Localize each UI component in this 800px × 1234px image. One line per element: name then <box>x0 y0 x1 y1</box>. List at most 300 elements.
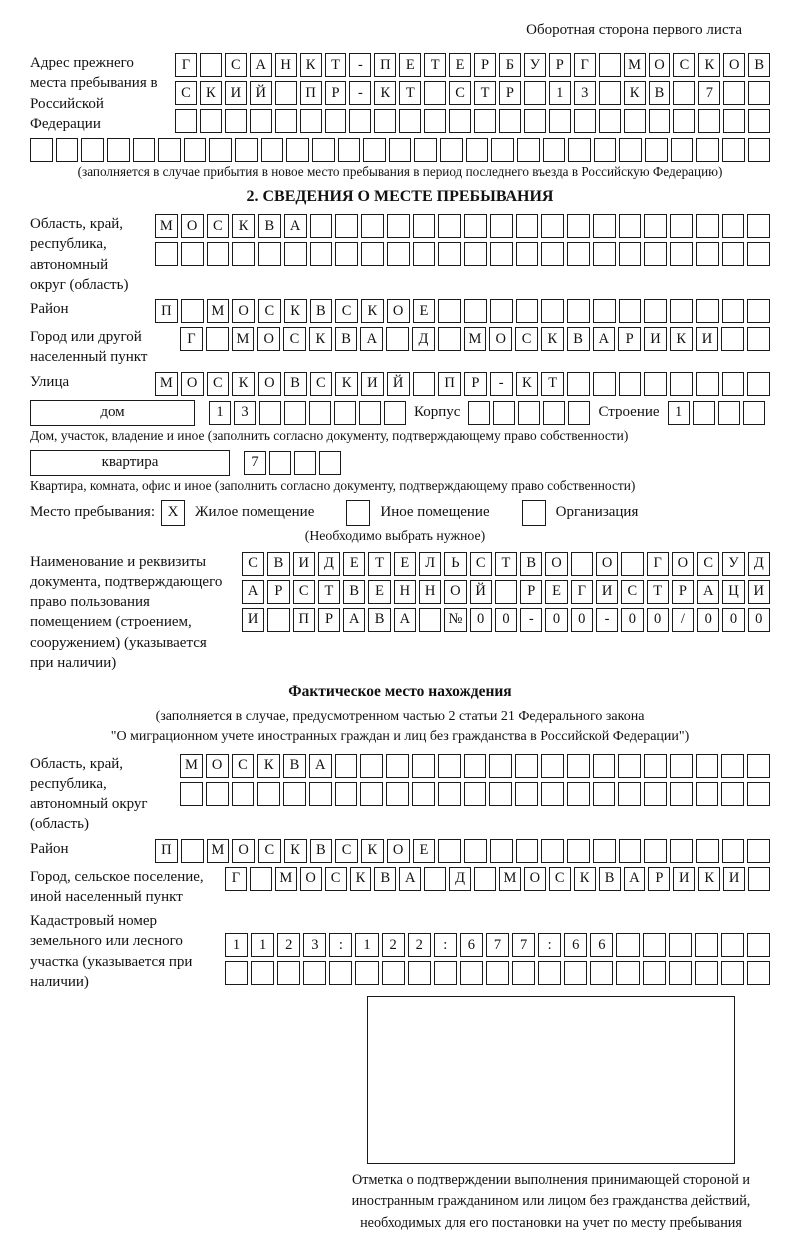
char-cell[interactable]: А <box>242 580 264 604</box>
char-cell[interactable]: С <box>283 327 306 351</box>
char-cell[interactable]: В <box>310 299 333 323</box>
char-cell[interactable] <box>567 242 590 266</box>
char-cell[interactable] <box>319 451 341 475</box>
char-cell[interactable] <box>593 839 616 863</box>
char-cell[interactable]: 0 <box>621 608 643 632</box>
char-cell[interactable] <box>310 214 333 238</box>
char-cell[interactable] <box>466 138 489 162</box>
char-cell[interactable] <box>329 961 352 985</box>
char-cell[interactable]: К <box>698 53 720 77</box>
char-cell[interactable] <box>56 138 79 162</box>
char-cell[interactable]: М <box>275 867 297 891</box>
char-cell[interactable] <box>464 242 487 266</box>
char-cell[interactable] <box>225 961 248 985</box>
char-cell[interactable] <box>644 754 667 778</box>
char-cell[interactable] <box>568 401 590 425</box>
char-cell[interactable] <box>438 242 461 266</box>
prev-address-row-3[interactable] <box>175 109 770 133</box>
char-cell[interactable]: К <box>257 754 280 778</box>
char-cell[interactable]: 3 <box>234 401 256 425</box>
char-cell[interactable]: И <box>293 552 315 576</box>
char-cell[interactable]: К <box>516 372 539 396</box>
char-cell[interactable] <box>670 782 693 806</box>
char-cell[interactable] <box>721 961 744 985</box>
char-cell[interactable]: С <box>697 552 719 576</box>
street-row[interactable] <box>155 372 770 396</box>
char-cell[interactable] <box>359 401 381 425</box>
char-cell[interactable]: С <box>470 552 492 576</box>
char-cell[interactable] <box>206 782 229 806</box>
char-cell[interactable]: К <box>335 372 358 396</box>
char-cell[interactable] <box>303 961 326 985</box>
char-cell[interactable]: Е <box>545 580 567 604</box>
char-cell[interactable] <box>338 138 361 162</box>
char-cell[interactable] <box>722 372 745 396</box>
char-cell[interactable]: Н <box>419 580 441 604</box>
char-cell[interactable] <box>670 214 693 238</box>
char-cell[interactable] <box>564 961 587 985</box>
char-cell[interactable]: И <box>242 608 264 632</box>
char-cell[interactable]: - <box>596 608 618 632</box>
char-cell[interactable]: 0 <box>722 608 744 632</box>
char-cell[interactable]: К <box>624 81 646 105</box>
char-cell[interactable]: 0 <box>470 608 492 632</box>
char-cell[interactable]: О <box>489 327 512 351</box>
char-cell[interactable]: 0 <box>647 608 669 632</box>
char-cell[interactable] <box>722 839 745 863</box>
cadastre-row-1[interactable] <box>225 933 770 957</box>
char-cell[interactable]: Т <box>368 552 390 576</box>
char-cell[interactable] <box>209 138 232 162</box>
char-cell[interactable]: А <box>593 327 616 351</box>
char-cell[interactable] <box>284 242 307 266</box>
char-cell[interactable]: Т <box>474 81 496 105</box>
char-cell[interactable] <box>718 401 740 425</box>
char-cell[interactable]: М <box>155 372 178 396</box>
char-cell[interactable] <box>235 138 258 162</box>
char-cell[interactable]: И <box>723 867 745 891</box>
char-cell[interactable] <box>360 754 383 778</box>
char-cell[interactable] <box>438 299 461 323</box>
char-cell[interactable]: К <box>574 867 596 891</box>
char-cell[interactable] <box>424 81 446 105</box>
char-cell[interactable] <box>181 242 204 266</box>
char-cell[interactable] <box>334 401 356 425</box>
char-cell[interactable]: А <box>697 580 719 604</box>
char-cell[interactable]: 7 <box>512 933 535 957</box>
char-cell[interactable]: Й <box>387 372 410 396</box>
char-cell[interactable] <box>309 782 332 806</box>
region-row-1[interactable] <box>155 214 770 238</box>
char-cell[interactable] <box>696 214 719 238</box>
char-cell[interactable]: Т <box>424 53 446 77</box>
char-cell[interactable]: О <box>258 372 281 396</box>
char-cell[interactable]: 1 <box>251 933 274 957</box>
char-cell[interactable] <box>670 839 693 863</box>
char-cell[interactable] <box>335 214 358 238</box>
char-cell[interactable] <box>643 961 666 985</box>
char-cell[interactable]: О <box>257 327 280 351</box>
char-cell[interactable] <box>693 401 715 425</box>
char-cell[interactable]: В <box>310 839 333 863</box>
char-cell[interactable]: С <box>621 580 643 604</box>
char-cell[interactable]: О <box>206 754 229 778</box>
char-cell[interactable] <box>181 839 204 863</box>
char-cell[interactable] <box>309 401 331 425</box>
char-cell[interactable] <box>387 214 410 238</box>
char-cell[interactable] <box>386 754 409 778</box>
char-cell[interactable]: 1 <box>668 401 690 425</box>
char-cell[interactable] <box>413 214 436 238</box>
char-cell[interactable]: О <box>444 580 466 604</box>
char-cell[interactable] <box>206 327 229 351</box>
char-cell[interactable]: 7 <box>698 81 720 105</box>
prev-address-row-1[interactable] <box>175 53 770 77</box>
char-cell[interactable]: - <box>490 372 513 396</box>
char-cell[interactable] <box>747 961 770 985</box>
char-cell[interactable] <box>516 299 539 323</box>
char-cell[interactable] <box>543 401 565 425</box>
char-cell[interactable] <box>384 401 406 425</box>
char-cell[interactable] <box>232 782 255 806</box>
char-cell[interactable] <box>541 242 564 266</box>
char-cell[interactable] <box>512 961 535 985</box>
char-cell[interactable]: В <box>567 327 590 351</box>
char-cell[interactable] <box>723 81 745 105</box>
char-cell[interactable] <box>438 839 461 863</box>
char-cell[interactable] <box>387 242 410 266</box>
char-cell[interactable]: С <box>175 81 197 105</box>
char-cell[interactable] <box>489 782 512 806</box>
char-cell[interactable]: С <box>673 53 695 77</box>
char-cell[interactable]: И <box>748 580 770 604</box>
char-cell[interactable]: Р <box>672 580 694 604</box>
char-cell[interactable] <box>267 608 289 632</box>
char-cell[interactable] <box>722 299 745 323</box>
char-cell[interactable] <box>643 933 666 957</box>
char-cell[interactable] <box>696 839 719 863</box>
char-cell[interactable]: 3 <box>303 933 326 957</box>
document-row-3[interactable] <box>242 608 770 632</box>
char-cell[interactable]: Е <box>368 580 390 604</box>
char-cell[interactable]: Т <box>399 81 421 105</box>
char-cell[interactable]: В <box>284 372 307 396</box>
char-cell[interactable]: Д <box>412 327 435 351</box>
checkbox-organization[interactable] <box>522 500 546 526</box>
char-cell[interactable]: О <box>232 299 255 323</box>
char-cell[interactable]: К <box>698 867 720 891</box>
char-cell[interactable] <box>181 299 204 323</box>
char-cell[interactable] <box>490 299 513 323</box>
char-cell[interactable] <box>747 299 770 323</box>
char-cell[interactable] <box>541 754 564 778</box>
char-cell[interactable]: Г <box>647 552 669 576</box>
char-cell[interactable]: К <box>200 81 222 105</box>
char-cell[interactable] <box>723 109 745 133</box>
char-cell[interactable]: 0 <box>495 608 517 632</box>
char-cell[interactable]: И <box>596 580 618 604</box>
char-cell[interactable]: 0 <box>697 608 719 632</box>
char-cell[interactable] <box>464 214 487 238</box>
char-cell[interactable] <box>696 372 719 396</box>
char-cell[interactable]: Р <box>618 327 641 351</box>
char-cell[interactable]: № <box>444 608 466 632</box>
char-cell[interactable] <box>515 754 538 778</box>
char-cell[interactable]: А <box>343 608 365 632</box>
char-cell[interactable]: А <box>624 867 646 891</box>
char-cell[interactable]: И <box>696 327 719 351</box>
char-cell[interactable]: О <box>672 552 694 576</box>
char-cell[interactable] <box>549 109 571 133</box>
char-cell[interactable] <box>232 242 255 266</box>
char-cell[interactable]: Т <box>318 580 340 604</box>
char-cell[interactable] <box>619 372 642 396</box>
char-cell[interactable] <box>673 81 695 105</box>
char-cell[interactable] <box>251 961 274 985</box>
char-cell[interactable] <box>670 299 693 323</box>
char-cell[interactable]: К <box>284 299 307 323</box>
char-cell[interactable]: О <box>649 53 671 77</box>
char-cell[interactable] <box>567 214 590 238</box>
char-cell[interactable] <box>747 754 770 778</box>
char-cell[interactable] <box>419 608 441 632</box>
char-cell[interactable]: И <box>644 327 667 351</box>
char-cell[interactable] <box>696 754 719 778</box>
char-cell[interactable] <box>644 242 667 266</box>
char-cell[interactable] <box>619 138 642 162</box>
char-cell[interactable] <box>593 782 616 806</box>
char-cell[interactable] <box>464 782 487 806</box>
char-cell[interactable] <box>312 138 335 162</box>
char-cell[interactable] <box>624 109 646 133</box>
char-cell[interactable] <box>670 754 693 778</box>
char-cell[interactable] <box>567 754 590 778</box>
char-cell[interactable]: В <box>368 608 390 632</box>
char-cell[interactable] <box>464 839 487 863</box>
char-cell[interactable]: В <box>748 53 770 77</box>
checkbox-other-premises[interactable] <box>346 500 370 526</box>
char-cell[interactable] <box>696 138 719 162</box>
char-cell[interactable] <box>389 138 412 162</box>
char-cell[interactable] <box>468 401 490 425</box>
char-cell[interactable] <box>748 867 770 891</box>
char-cell[interactable] <box>619 839 642 863</box>
char-cell[interactable]: Т <box>541 372 564 396</box>
char-cell[interactable] <box>335 782 358 806</box>
char-cell[interactable]: Т <box>495 552 517 576</box>
char-cell[interactable]: С <box>258 299 281 323</box>
char-cell[interactable]: У <box>524 53 546 77</box>
char-cell[interactable] <box>413 242 436 266</box>
char-cell[interactable]: В <box>649 81 671 105</box>
char-cell[interactable] <box>616 961 639 985</box>
char-cell[interactable]: К <box>300 53 322 77</box>
char-cell[interactable]: К <box>670 327 693 351</box>
char-cell[interactable]: 2 <box>408 933 431 957</box>
char-cell[interactable]: С <box>335 299 358 323</box>
char-cell[interactable]: К <box>350 867 372 891</box>
char-cell[interactable]: : <box>434 933 457 957</box>
char-cell[interactable]: К <box>309 327 332 351</box>
char-cell[interactable] <box>696 299 719 323</box>
char-cell[interactable] <box>225 109 247 133</box>
char-cell[interactable] <box>590 961 613 985</box>
char-cell[interactable]: П <box>438 372 461 396</box>
fact-city-row[interactable] <box>225 867 770 891</box>
char-cell[interactable] <box>414 138 437 162</box>
char-cell[interactable]: В <box>283 754 306 778</box>
char-cell[interactable] <box>300 109 322 133</box>
char-cell[interactable]: А <box>360 327 383 351</box>
char-cell[interactable]: Г <box>180 327 203 351</box>
char-cell[interactable] <box>207 242 230 266</box>
char-cell[interactable] <box>413 372 436 396</box>
char-cell[interactable] <box>669 961 692 985</box>
char-cell[interactable] <box>747 933 770 957</box>
char-cell[interactable] <box>524 109 546 133</box>
char-cell[interactable] <box>250 867 272 891</box>
char-cell[interactable] <box>541 839 564 863</box>
char-cell[interactable] <box>438 782 461 806</box>
district-row[interactable] <box>155 299 770 323</box>
char-cell[interactable]: Е <box>449 53 471 77</box>
char-cell[interactable] <box>567 372 590 396</box>
char-cell[interactable]: М <box>499 867 521 891</box>
char-cell[interactable] <box>594 138 617 162</box>
prev-address-row-2[interactable] <box>175 81 770 105</box>
char-cell[interactable]: С <box>549 867 571 891</box>
char-cell[interactable]: С <box>242 552 264 576</box>
char-cell[interactable] <box>438 754 461 778</box>
char-cell[interactable]: Р <box>499 81 521 105</box>
char-cell[interactable] <box>107 138 130 162</box>
char-cell[interactable] <box>489 754 512 778</box>
char-cell[interactable]: Ц <box>722 580 744 604</box>
char-cell[interactable]: В <box>520 552 542 576</box>
house-number-cells[interactable] <box>209 401 406 425</box>
char-cell[interactable] <box>363 138 386 162</box>
char-cell[interactable] <box>275 109 297 133</box>
char-cell[interactable] <box>261 138 284 162</box>
char-cell[interactable]: О <box>300 867 322 891</box>
char-cell[interactable]: Р <box>549 53 571 77</box>
char-cell[interactable]: 1 <box>225 933 248 957</box>
char-cell[interactable]: 3 <box>574 81 596 105</box>
char-cell[interactable]: В <box>343 580 365 604</box>
char-cell[interactable] <box>200 109 222 133</box>
char-cell[interactable] <box>618 754 641 778</box>
char-cell[interactable] <box>275 81 297 105</box>
char-cell[interactable] <box>81 138 104 162</box>
char-cell[interactable]: - <box>349 53 371 77</box>
char-cell[interactable]: Н <box>394 580 416 604</box>
char-cell[interactable]: Д <box>318 552 340 576</box>
char-cell[interactable]: 2 <box>382 933 405 957</box>
char-cell[interactable]: Л <box>419 552 441 576</box>
char-cell[interactable] <box>158 138 181 162</box>
char-cell[interactable] <box>747 214 770 238</box>
char-cell[interactable]: С <box>335 839 358 863</box>
apartment-type-box[interactable]: квартира <box>30 450 230 476</box>
char-cell[interactable]: М <box>624 53 646 77</box>
char-cell[interactable]: И <box>673 867 695 891</box>
apartment-number-cells[interactable] <box>244 451 770 475</box>
char-cell[interactable] <box>722 242 745 266</box>
char-cell[interactable]: О <box>387 839 410 863</box>
char-cell[interactable] <box>593 214 616 238</box>
region-row-2[interactable] <box>155 242 770 266</box>
char-cell[interactable]: Н <box>275 53 297 77</box>
char-cell[interactable] <box>361 242 384 266</box>
char-cell[interactable]: А <box>394 608 416 632</box>
char-cell[interactable]: С <box>225 53 247 77</box>
char-cell[interactable]: Т <box>647 580 669 604</box>
char-cell[interactable] <box>386 327 409 351</box>
char-cell[interactable] <box>621 552 643 576</box>
char-cell[interactable]: - <box>520 608 542 632</box>
char-cell[interactable] <box>284 401 306 425</box>
char-cell[interactable]: 0 <box>748 608 770 632</box>
char-cell[interactable] <box>499 109 521 133</box>
char-cell[interactable] <box>543 138 566 162</box>
char-cell[interactable]: 7 <box>486 933 509 957</box>
checkbox-residential-premises[interactable]: X <box>161 500 185 526</box>
char-cell[interactable]: К <box>284 839 307 863</box>
char-cell[interactable]: В <box>599 867 621 891</box>
char-cell[interactable] <box>386 782 409 806</box>
char-cell[interactable]: Е <box>394 552 416 576</box>
char-cell[interactable] <box>593 372 616 396</box>
char-cell[interactable]: Е <box>413 299 436 323</box>
char-cell[interactable]: Ь <box>444 552 466 576</box>
char-cell[interactable]: О <box>524 867 546 891</box>
char-cell[interactable] <box>567 839 590 863</box>
char-cell[interactable]: О <box>723 53 745 77</box>
char-cell[interactable]: С <box>449 81 471 105</box>
char-cell[interactable] <box>490 839 513 863</box>
char-cell[interactable]: К <box>374 81 396 105</box>
char-cell[interactable] <box>538 961 561 985</box>
char-cell[interactable]: М <box>155 214 178 238</box>
char-cell[interactable]: Й <box>250 81 272 105</box>
char-cell[interactable]: М <box>464 327 487 351</box>
char-cell[interactable] <box>310 242 333 266</box>
char-cell[interactable] <box>374 109 396 133</box>
char-cell[interactable] <box>438 327 461 351</box>
char-cell[interactable] <box>382 961 405 985</box>
fact-district-row[interactable] <box>155 839 770 863</box>
city-row[interactable] <box>180 327 770 351</box>
char-cell[interactable]: Р <box>648 867 670 891</box>
char-cell[interactable] <box>644 299 667 323</box>
stroenie-cells[interactable] <box>668 401 770 425</box>
char-cell[interactable]: О <box>545 552 567 576</box>
char-cell[interactable] <box>200 53 222 77</box>
char-cell[interactable] <box>449 109 471 133</box>
char-cell[interactable] <box>695 933 718 957</box>
char-cell[interactable]: 0 <box>571 608 593 632</box>
char-cell[interactable] <box>671 138 694 162</box>
char-cell[interactable] <box>259 401 281 425</box>
char-cell[interactable]: Р <box>325 81 347 105</box>
char-cell[interactable] <box>518 401 540 425</box>
char-cell[interactable] <box>747 782 770 806</box>
char-cell[interactable] <box>541 214 564 238</box>
char-cell[interactable] <box>541 299 564 323</box>
char-cell[interactable]: М <box>232 327 255 351</box>
char-cell[interactable] <box>277 961 300 985</box>
char-cell[interactable] <box>155 242 178 266</box>
